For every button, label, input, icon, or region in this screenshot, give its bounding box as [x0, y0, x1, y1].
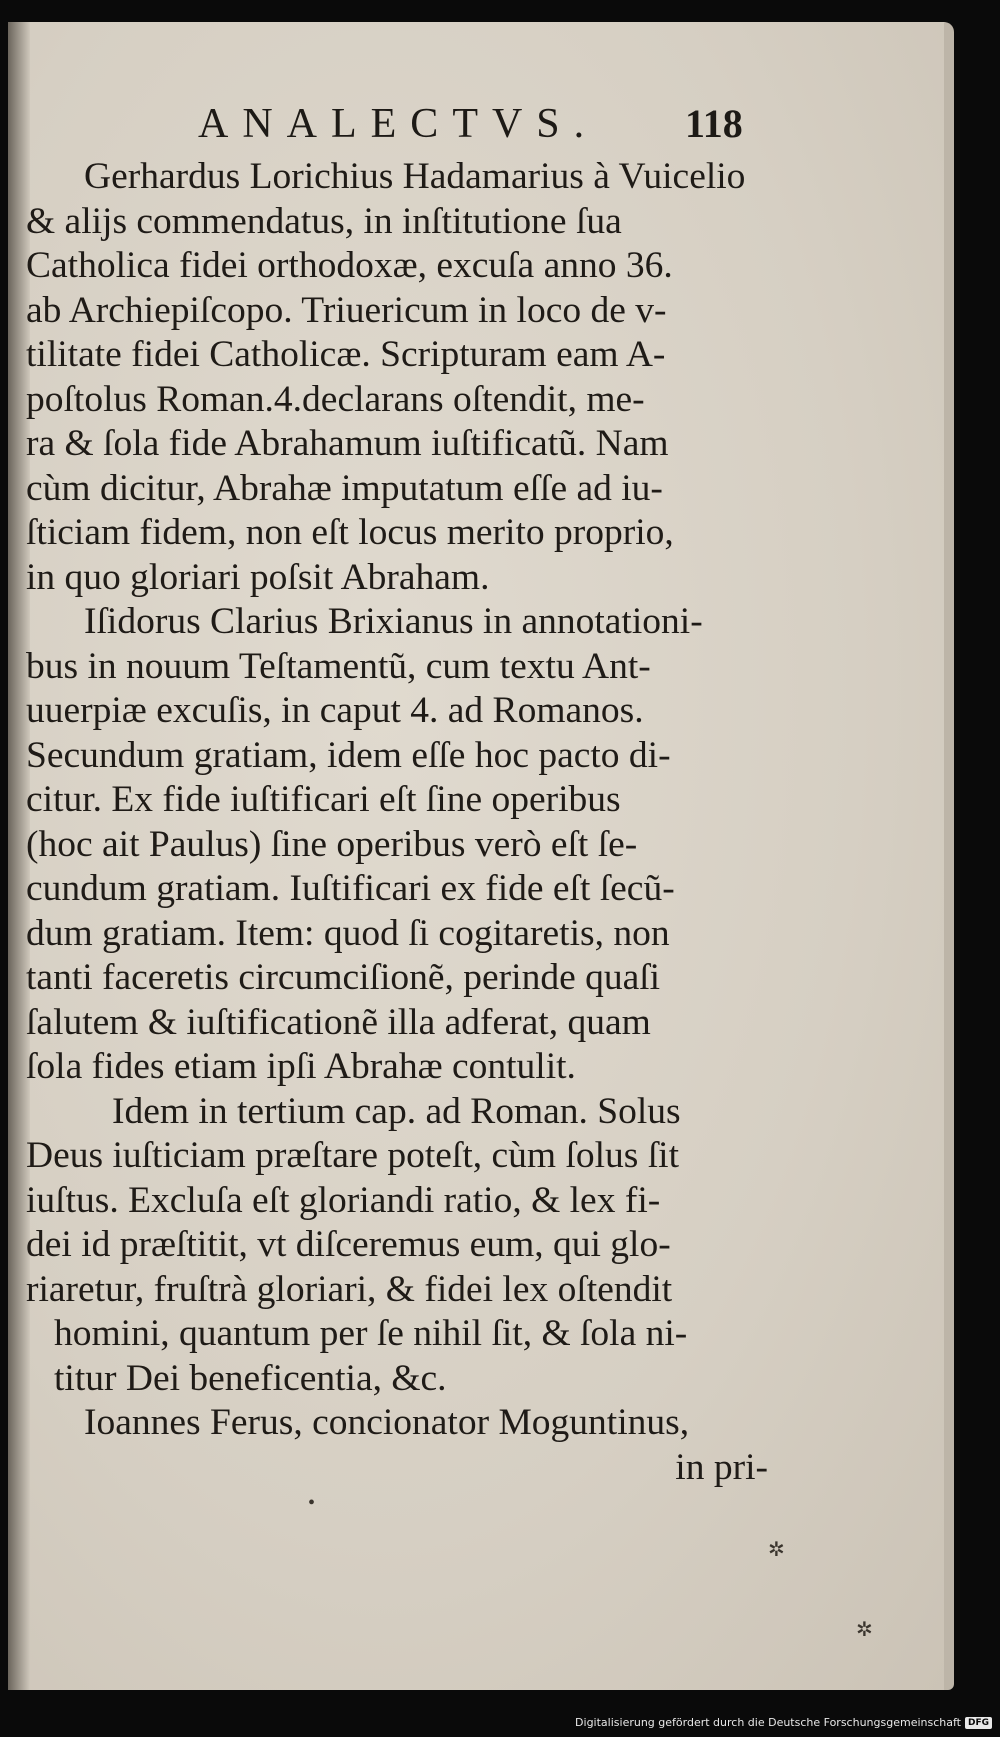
- text-line: ſalutem & iuſtificationẽ illa adferat, quam: [26, 1001, 651, 1043]
- text-line: uuerpiæ excuſis, in caput 4. ad Romanos.: [26, 690, 644, 731]
- ink-speck-icon: •: [308, 1492, 316, 1514]
- text-line: in quo gloriari poſsit Abraham.: [26, 556, 490, 598]
- text-line: homini, quantum per ſe nihil ſit, & ſola ni-: [54, 1313, 688, 1354]
- text-line: Gerhardus Lorichius Hadamarius à Vuicelio: [84, 156, 746, 197]
- text-line: bus in nouum Teſtamentũ, cum textu Ant-: [26, 645, 651, 687]
- ornament-icon: ✲: [768, 1539, 785, 1561]
- text-line: dum gratiam. Item: quod ſi cogitaretis, non: [26, 912, 670, 954]
- text-line: ſticiam fidem, non eſt locus merito proprio,: [26, 512, 674, 553]
- text-line: Catholica fidei orthodoxæ, excuſa anno 36.: [26, 245, 673, 286]
- catchword: in pri-: [675, 1446, 768, 1488]
- text-line: Iſidorus Clarius Brixianus in annotationi-: [84, 601, 703, 642]
- text-line: Secundum gratiam, idem eſſe hoc pacto di-: [26, 734, 671, 776]
- dfg-logo: DFG: [965, 1717, 992, 1729]
- credit-text: Digitalisierung gefördert durch die Deutsche Forschungsgemeinschaft: [575, 1716, 961, 1729]
- book-page: [8, 22, 954, 1690]
- text-line: riaretur, fruſtrà gloriari, & fidei lex oſtendit: [26, 1268, 673, 1310]
- page-header: [8, 100, 944, 150]
- running-title: ANALECTVS.: [198, 101, 599, 147]
- text-line: & alijs commendatus, in inſtitutione ſua: [26, 200, 622, 242]
- text-line: poſtolus Roman.4.declarans oſtendit, me-: [26, 378, 645, 420]
- text-line: Deus iuſticiam præſtare poteſt, cùm ſolus ſit: [26, 1135, 680, 1176]
- text-line: cundum gratiam. Iuſtificari ex fide eſt ſecũ-: [26, 868, 675, 909]
- body-text: [26, 155, 768, 1490]
- text-line: cùm dicitur, Abrahæ imputatum eſſe ad iu-: [26, 467, 663, 509]
- text-line: ab Archiepiſcopo. Triuericum in loco de v-: [26, 289, 667, 331]
- page-number: 118: [685, 101, 743, 146]
- text-line: Ioannes Ferus, concionator Moguntinus,: [84, 1402, 690, 1443]
- text-line: dei id præſtitit, vt diſceremus eum, qui glo-: [26, 1224, 671, 1265]
- text-line: (hoc ait Paulus) ſine operibus verò eſt ſe-: [26, 823, 638, 865]
- text-line: titur Dei beneficentia, &c.: [54, 1357, 447, 1399]
- text-line: tilitate fidei Catholicæ. Scripturam eam A-: [26, 334, 666, 375]
- ornament-icon: ✲: [856, 1619, 873, 1641]
- text-line: tanti faceretis circumciſionẽ, perinde quaſi: [26, 957, 661, 998]
- text-line: iuſtus. Excluſa eſt gloriandi ratio, & lex fi-: [26, 1179, 661, 1221]
- text-line: ra & ſola fide Abrahamum iuſtificatũ. Nam: [26, 423, 669, 464]
- text-line: ſola fides etiam ipſi Abrahæ contulit.: [26, 1046, 576, 1087]
- text-line: Idem in tertium cap. ad Roman. Solus: [112, 1090, 681, 1132]
- text-line: citur. Ex fide iuſtificari eſt ſine operibus: [26, 779, 621, 820]
- digitization-credit: [575, 1716, 992, 1729]
